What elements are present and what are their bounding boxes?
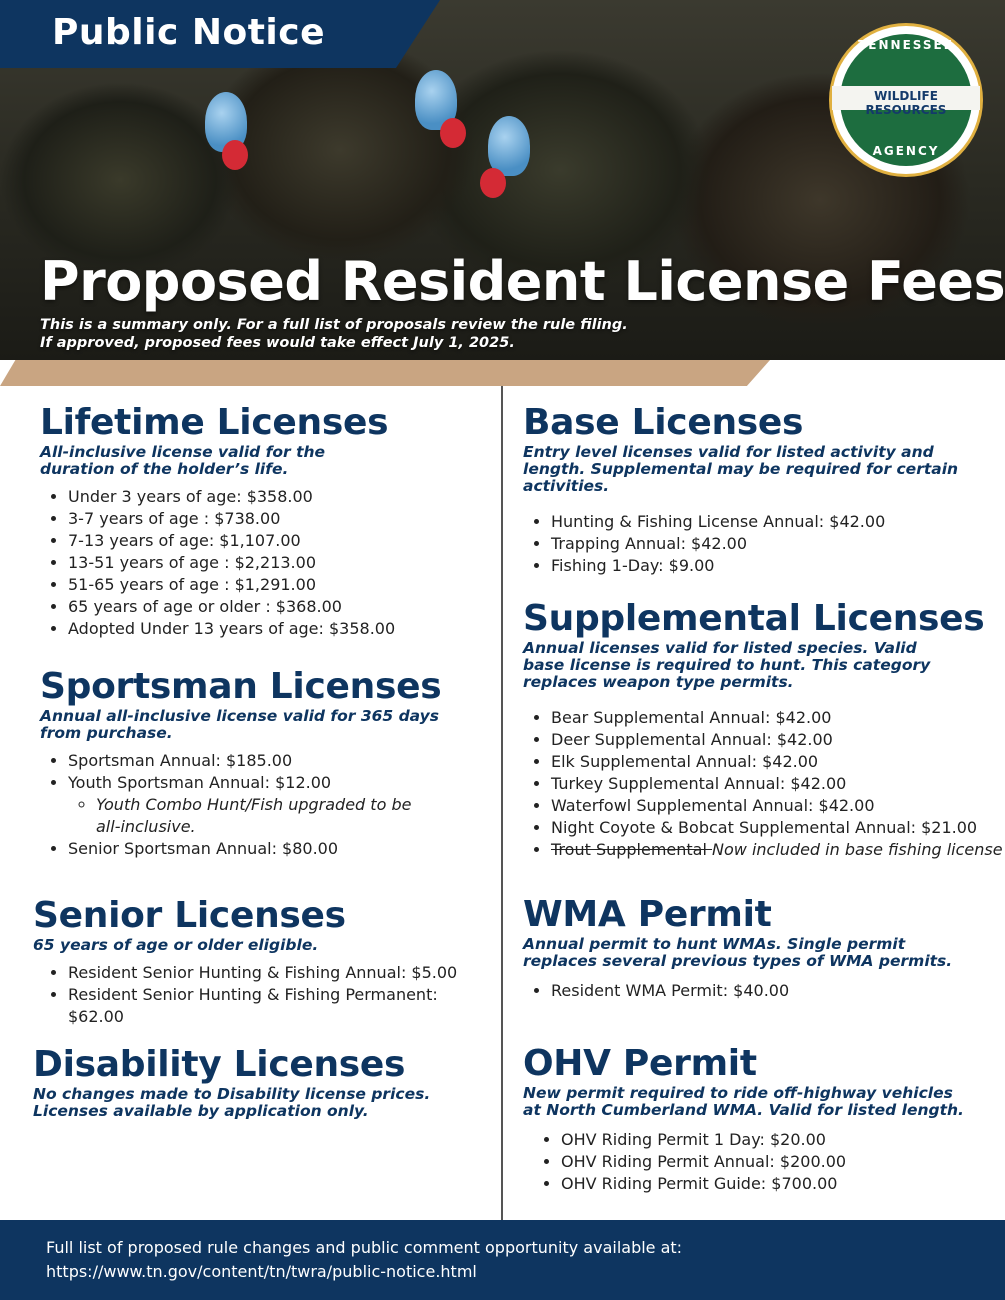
fee-list xyxy=(523,707,1003,861)
section-description: No changes made to Disability license prices. Licenses available by application only. xyxy=(33,1085,431,1120)
supplemental-section xyxy=(523,598,1003,861)
section-title: Base Licenses xyxy=(523,402,804,443)
disability-section xyxy=(33,1046,473,1120)
section-title: Supplemental Licenses xyxy=(523,598,985,639)
list-item: • 65 years of age or older : $368.00 xyxy=(68,596,490,618)
logo-top-text: TENNESSEE xyxy=(858,38,954,52)
hero-banner xyxy=(0,0,1005,360)
list-item: • Hunting & Fishing License Annual: $42.00 xyxy=(551,511,993,533)
section-description: All-inclusive license valid for the duration of the holder’s life. xyxy=(40,443,326,478)
logo-band xyxy=(832,86,980,117)
fee-list xyxy=(33,962,493,1028)
list-item: • Trapping Annual: $42.00 xyxy=(551,533,993,555)
page-subtitle xyxy=(40,316,628,352)
list-item-text: Youth Sportsman Annual: $12.00 xyxy=(68,773,332,792)
section-description: Annual licenses valid for listed species. Valid base license is required to hunt. This category replaces weapon type permits. xyxy=(523,639,931,691)
sub-list-item: ◦ Youth Combo Hunt/Fish upgraded to be all-inclusive. xyxy=(96,794,426,838)
fee-list xyxy=(523,980,993,1002)
public-notice-label: Public Notice xyxy=(52,12,326,53)
footer-line: Full list of proposed rule changes and public comment opportunity available at: xyxy=(46,1238,683,1257)
subtitle-line: If approved, proposed fees would take effect July 1, 2025. xyxy=(40,335,515,351)
turkey-wattle xyxy=(480,168,506,198)
list-item: • Turkey Supplemental Annual: $42.00 xyxy=(551,773,998,795)
list-item: • OHV Riding Permit 1 Day: $20.00 xyxy=(561,1129,993,1151)
section-title: OHV Permit xyxy=(523,1043,757,1084)
section-description: Annual all-inclusive license valid for 365 days from purchase. xyxy=(40,707,439,742)
section-description: Annual permit to hunt WMAs. Single permit replaces several previous types of WMA permits. xyxy=(523,935,953,970)
list-item: • Sportsman Annual: $185.00 xyxy=(68,750,490,772)
ohv-section xyxy=(523,1045,993,1195)
base-section xyxy=(523,404,993,577)
list-item: • Waterfowl Supplemental Annual: $42.00 xyxy=(551,795,998,817)
wma-section xyxy=(523,896,993,1002)
section-title: Disability Licenses xyxy=(33,1044,406,1085)
list-item: • OHV Riding Permit Guide: $700.00 xyxy=(561,1173,993,1195)
accent-strip xyxy=(0,360,770,386)
list-item: • OHV Riding Permit Annual: $200.00 xyxy=(561,1151,993,1173)
list-item: • 3-7 years of age : $738.00 xyxy=(68,508,490,530)
footer-url: https://www.tn.gov/content/tn/twra/public-notice.html xyxy=(46,1262,477,1281)
section-description: Entry level licenses valid for listed activity and length. Supplemental may be required for certain activities. xyxy=(523,443,959,495)
struck-item-note: Now included in base fishing license xyxy=(712,840,1003,859)
fee-list xyxy=(523,1129,993,1195)
list-item xyxy=(68,772,490,838)
list-item: • Deer Supplemental Annual: $42.00 xyxy=(551,729,998,751)
page-title: Proposed Resident License Fees xyxy=(40,250,1005,313)
sportsman-section xyxy=(40,668,490,860)
list-item xyxy=(551,839,1003,861)
section-title: Sportsman Licenses xyxy=(40,666,442,707)
list-item: • Resident Senior Hunting & Fishing Permanent: $62.00 xyxy=(68,984,493,1028)
fee-list xyxy=(523,511,993,577)
list-item: • Elk Supplemental Annual: $42.00 xyxy=(551,751,998,773)
list-item: • Night Coyote & Bobcat Supplemental Annual: $21.00 xyxy=(551,817,998,839)
list-item: • Senior Sportsman Annual: $80.00 xyxy=(68,838,490,860)
list-item: • Resident Senior Hunting & Fishing Annual: $5.00 xyxy=(68,962,493,984)
list-item: • Resident WMA Permit: $40.00 xyxy=(551,980,993,1002)
list-item: • Under 3 years of age: $358.00 xyxy=(68,486,490,508)
section-description: 65 years of age or older eligible. xyxy=(33,936,319,954)
list-item: • 13-51 years of age : $2,213.00 xyxy=(68,552,490,574)
turkey-head xyxy=(488,116,530,176)
section-title: Senior Licenses xyxy=(33,895,346,936)
logo-bottom-text: AGENCY xyxy=(872,144,940,158)
list-item: • 7-13 years of age: $1,107.00 xyxy=(68,530,490,552)
turkey-wattle xyxy=(440,118,466,148)
turkey-wattle xyxy=(222,140,248,170)
struck-item: Trout Supplemental xyxy=(551,840,713,859)
fee-list xyxy=(40,486,490,640)
senior-section xyxy=(33,897,493,1028)
twra-logo xyxy=(832,26,980,174)
subtitle-line: This is a summary only. For a full list of proposals review the rule filing. xyxy=(40,317,628,333)
list-item: • Adopted Under 13 years of age: $358.00 xyxy=(68,618,490,640)
logo-band-text: WILDLIFE RESOURCES xyxy=(865,89,947,117)
lifetime-section xyxy=(40,404,490,640)
section-title: Lifetime Licenses xyxy=(40,402,389,443)
fee-list xyxy=(40,750,490,860)
footer xyxy=(0,1220,1005,1300)
list-item: • Bear Supplemental Annual: $42.00 xyxy=(551,707,998,729)
list-item: • 51-65 years of age : $1,291.00 xyxy=(68,574,490,596)
footer-text xyxy=(46,1236,682,1284)
section-description: New permit required to ride off-highway vehicles at North Cumberland WMA. Valid for listed length. xyxy=(523,1084,964,1119)
sub-list xyxy=(68,794,490,838)
section-title: WMA Permit xyxy=(523,894,772,935)
list-item: • Fishing 1-Day: $9.00 xyxy=(551,555,993,577)
column-divider xyxy=(501,386,503,1220)
